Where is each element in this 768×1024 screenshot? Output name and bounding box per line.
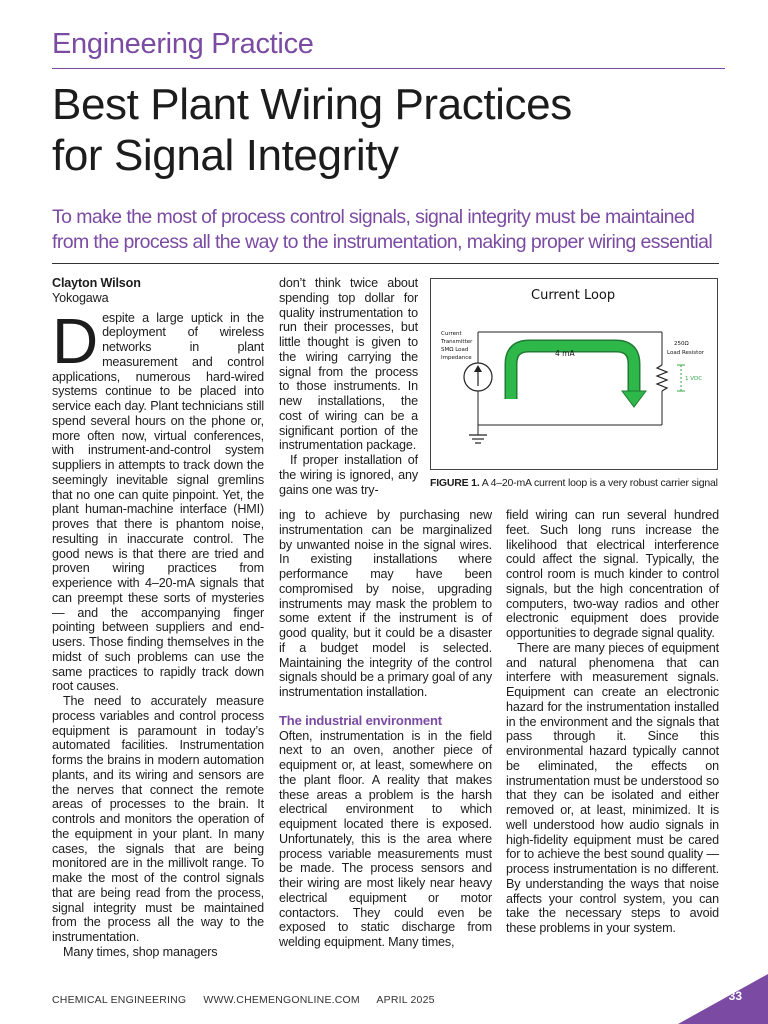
paragraph-4-start: If proper installation of the wiring is ignored, any gains one was try- xyxy=(279,453,418,497)
resistor-label-1: 250Ω xyxy=(674,341,689,347)
article-title xyxy=(52,79,732,181)
drop-cap: D xyxy=(52,304,99,377)
transmitter-label-1: Current xyxy=(441,331,462,337)
paragraph-1 xyxy=(52,304,264,695)
paragraph-1-text: espite a large uptick in the deployment of wireless networks in plant measurement and control applications, numerous hard-wired systems continue to be placed into service each day. Plant technicians still spend several hours on the phone or, more often now, virtual conferences, with instrument-and-control system suppliers in attempts to track down the seemingly inevitable signal gremlins that no one can quite pinpoint. Yet, the plant human-machine interface (HMI) proves that there is phantom noise, resulting in inaccurate control. The good news is that there are tried and proven wiring practices from experience with 4–20-mA signals that can preempt these sorts of mysteries — and the accompanying finger pointing between suppliers and end-users. Those finding themselves in the midst of such problems can use the same practices to rapidly track down root causes. xyxy=(52,310,264,694)
column-3 xyxy=(506,508,719,936)
figure-caption xyxy=(430,477,720,490)
deck-rule xyxy=(52,263,719,264)
paragraph-3-start: Many times, shop managers xyxy=(63,944,218,959)
voltage-label: 1 VDC xyxy=(685,376,703,382)
column-2-lower xyxy=(279,508,492,950)
column-1 xyxy=(52,276,264,960)
paragraph-5-continued: field wiring can run several hundred feet. Such long runs increase the likelihood that electrical interference could affect the signal. Typically, the control room is much kinder to control signals, but the high concentration of computers, two-way radios and other electronic equipment does provide opportunities to degrade signal quality. xyxy=(506,508,719,640)
author-name: Clayton Wilson xyxy=(52,276,141,290)
paragraph-2: The need to accurately measure process variables and control process equipment is paramount in today’s automated facilities. Instrumentation forms the brains in modern automation plants, and its wiring and sensors are the nerves that connect the remote areas of processes to the brain. It controls and monitors the operation of the equipment in your plant. In many cases, the signals that are being monitored are in the millivolt range. To make the most of the control signals that are being read from the process, signal integrity must be maintained from the process all the way to the instrumentation. xyxy=(52,694,264,944)
current-flow-arrow-head xyxy=(622,391,646,407)
figure-caption-lead: FIGURE 1. xyxy=(430,477,480,489)
current-loop-diagram xyxy=(431,279,719,471)
transmitter-label-4: Impedance xyxy=(441,355,472,361)
paragraph-3-continued: don’t think twice about spending top dollar for quality instrumentation to run their processes, but little thought is given to the wiring carrying the signal from the process to those instruments. In new installations, the cost of wiring can be a significant portion of the instrumentation package. xyxy=(279,276,418,453)
current-value-label: 4 mA xyxy=(555,349,575,358)
paragraph-5: Often, instrumentation is in the field next to an oven, another piece of equipment or, at least, somewhere on the plant floor. A reality that makes these areas a problem is the harsh electrical environment to which equipment located there is exposed. Unfortunately, this is the area where process variable measurements must be made. The process sensors and their wiring are most likely near heavy electrical equipment or motor contactors. They could even be exposed to static discharge from welding equipment. Many times, xyxy=(279,728,492,949)
footer-date: APRIL 2025 xyxy=(376,994,435,1006)
subhead-industrial-environment: The industrial environment xyxy=(279,712,442,728)
paragraph-6: There are many pieces of equipment and natural phenomena that can interfere with measurement signals. Equipment can create an electronic hazard for the instrumentation installed in the environment and the signals that pass through it. Since this environmental hazard typically cannot be eliminated, the effects on instrumentation must be understood so that they can be isolated and either removed or, at least, minimized. It is well understood how audio signals in high-fidelity equipment must be cared for to achieve the best sound quality — process instrumentation is no different. By understanding the ways that noise affects your control system, you can take the necessary steps to avoid these problems in your system. xyxy=(506,640,719,935)
author-affiliation: Yokogawa xyxy=(52,290,109,305)
title-line-1: Best Plant Wiring Practices xyxy=(52,80,572,129)
resistor-icon xyxy=(657,365,667,391)
page-corner-shape xyxy=(678,974,768,1024)
header-rule xyxy=(52,68,725,69)
page-corner-tab xyxy=(678,974,768,1024)
figure-current-loop xyxy=(430,278,718,470)
transmitter-label-2: Transmitter xyxy=(441,339,473,345)
section-label: Engineering Practice xyxy=(52,28,314,60)
title-line-2: for Signal Integrity xyxy=(52,131,399,180)
resistor-label-2: Load Resistor xyxy=(667,350,704,356)
figure-caption-text: A 4–20-mA current loop is a very robust carrier signal xyxy=(481,477,718,489)
footer-url: WWW.CHEMENGONLINE.COM xyxy=(203,994,360,1006)
column-2-upper xyxy=(279,276,418,497)
footer-magazine: CHEMICAL ENGINEERING xyxy=(52,994,187,1006)
transmitter-label-3: SMΩ Load xyxy=(441,347,469,353)
page-number: 33 xyxy=(728,989,742,1003)
figure-title: Current Loop xyxy=(531,288,616,303)
page-footer xyxy=(52,994,449,1006)
article-deck: To make the most of process control signals, signal integrity must be maintained from the process all the way to the instrumentation, making proper wiring essential xyxy=(52,206,713,253)
paragraph-4-continued: ing to achieve by purchasing new instrumentation can be marginalized by unwanted noise in the signal wires. In existing installations where performance may have been compromised by noise, upgrading instruments may mask the problem to some extent if the instrument is of good quality, but it could be a disaster if a budget model is selected. Maintaining the integrity of the control signals should be a primary goal of any instrumentation installation. xyxy=(279,508,492,699)
